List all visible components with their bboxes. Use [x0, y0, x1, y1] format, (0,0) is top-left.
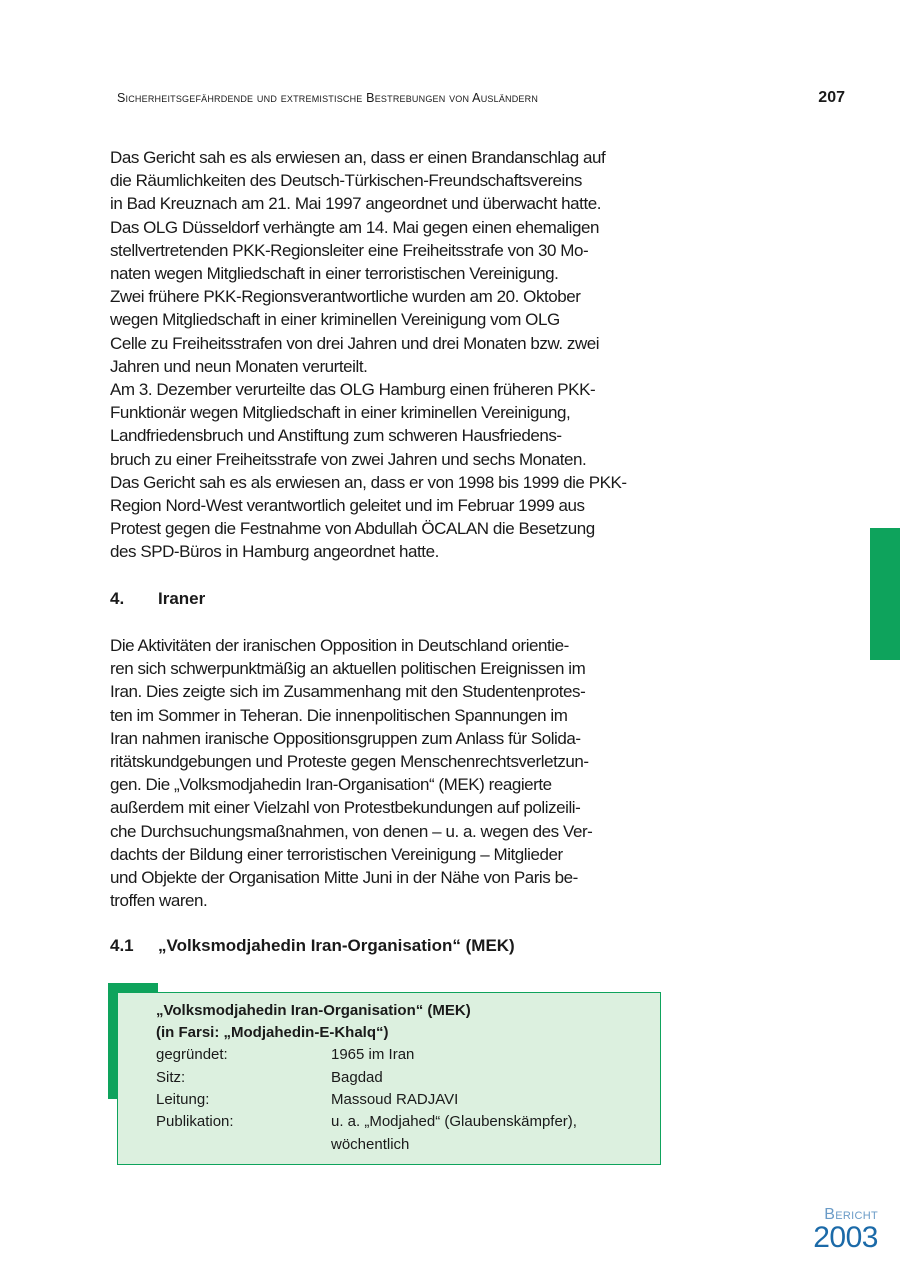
text-line: Jahren und neun Monaten verurteilt. — [110, 356, 368, 376]
section-heading-mek — [110, 936, 515, 956]
info-box-title: „Volksmodjahedin Iran-Organisation“ (MEK) — [156, 1002, 471, 1019]
info-key: Publikation: — [156, 1113, 234, 1130]
body-paragraph-iran-opposition — [110, 634, 685, 912]
text-line: ten im Sommer in Teheran. Die innenpolitischen Spannungen im — [110, 705, 568, 725]
text-line: Das Gericht sah es als erwiesen an, dass er einen Brandanschlag auf — [110, 148, 606, 167]
page-header — [117, 89, 845, 107]
text-line: gen. Die „Volksmodjahedin Iran-Organisation“ (MEK) reagierte — [110, 775, 552, 795]
text-line: des SPD-Büros in Hamburg angeordnet hatte. — [110, 542, 439, 562]
chapter-tab-marker — [870, 528, 900, 660]
brand-year: 2003 — [813, 1221, 878, 1254]
text-line: che Durchsuchungsmaßnahmen, von denen – u. a. wegen des Ver- — [110, 821, 593, 841]
text-line: Am 3. Dezember verurteilte das OLG Hamburg einen früheren PKK- — [110, 380, 596, 400]
text-line: in Bad Kreuznach am 21. Mai 1997 angeordnet und überwacht hatte. — [110, 194, 601, 214]
body-paragraph-pkk-trials — [110, 146, 685, 564]
text-line: Zwei frühere PKK-Regionsverantwortliche wurden am 20. Oktober — [110, 287, 581, 307]
info-value: Massoud RADJAVI — [331, 1091, 459, 1108]
text-line: wegen Mitgliedschaft in einer kriminellen Vereinigung vom OLG — [110, 310, 560, 330]
text-line: außerdem mit einer Vielzahl von Protestbekundungen auf polizeili- — [110, 798, 581, 818]
text-line: Das Gericht sah es als erwiesen an, dass er von 1998 bis 1999 die PKK- — [110, 472, 627, 492]
text-line: und Objekte der Organisation Mitte Juni in der Nähe von Paris be- — [110, 868, 578, 888]
section-title: Iraner — [158, 589, 206, 608]
text-line: dachts der Bildung einer terroristischen Vereinigung – Mitglieder — [110, 844, 563, 864]
text-line: Funktionär wegen Mitgliedschaft in einer kriminellen Vereinigung, — [110, 403, 571, 423]
info-value: u. a. „Modjahed“ (Glaubenskämpfer), — [331, 1113, 577, 1130]
info-value: wöchentlich — [331, 1136, 410, 1153]
text-line: Protest gegen die Festnahme von Abdullah ÖCALAN die Besetzung — [110, 519, 595, 539]
info-value: Bagdad — [331, 1069, 383, 1086]
text-line: naten wegen Mitgliedschaft in einer terroristischen Vereinigung. — [110, 264, 559, 284]
text-line: Iran. Dies zeigte sich im Zusammenhang mit den Studentenprotes- — [110, 682, 586, 702]
organization-info-box — [117, 992, 661, 1165]
section-heading-iraner — [110, 589, 205, 609]
info-key: gegründet: — [156, 1046, 228, 1063]
text-line: stellvertretenden PKK-Regionsleiter eine Freiheitsstrafe von 30 Mo- — [110, 240, 589, 260]
text-line: ritätskundgebungen und Proteste gegen Menschenrechtsverletzun- — [110, 752, 589, 772]
text-line: Celle zu Freiheitsstrafen von drei Jahren und drei Monaten bzw. zwei — [110, 333, 600, 353]
text-line: Die Aktivitäten der iranischen Opposition in Deutschland orientie- — [110, 636, 569, 655]
text-line: bruch zu einer Freiheitsstrafe von zwei Jahren und sechs Monaten. — [110, 449, 587, 469]
text-line: ren sich schwerpunktmäßig an aktuellen politischen Ereignissen im — [110, 659, 586, 679]
info-value: 1965 im Iran — [331, 1046, 415, 1063]
section-number: 4.1 — [110, 936, 134, 955]
text-line: Region Nord-West verantwortlich geleitet und im Februar 1999 aus — [110, 496, 585, 516]
section-title: „Volksmodjahedin Iran-Organisation“ (MEK) — [158, 936, 515, 955]
text-line: die Räumlichkeiten des Deutsch-Türkischen-Freundschaftsvereins — [110, 171, 582, 191]
section-number: 4. — [110, 589, 125, 608]
text-line: troffen waren. — [110, 891, 208, 911]
info-key: Sitz: — [156, 1069, 186, 1086]
report-brand-logo — [813, 1206, 878, 1252]
text-line: Landfriedensbruch und Anstiftung zum schweren Hausfriedens- — [110, 426, 562, 446]
info-box-subtitle: (in Farsi: „Modjahedin-E-Khalq“) — [156, 1024, 389, 1041]
text-line: Iran nahmen iranische Oppositionsgruppen zum Anlass für Solida- — [110, 728, 581, 748]
page-number: 207 — [818, 89, 845, 106]
brand-word: Bericht — [824, 1206, 878, 1223]
running-head: Sicherheitsgefährdende und extremistische Bestrebungen von Ausländern — [117, 91, 539, 105]
text-line: Das OLG Düsseldorf verhängte am 14. Mai gegen einen ehemaligen — [110, 217, 600, 237]
info-key: Leitung: — [156, 1091, 210, 1108]
